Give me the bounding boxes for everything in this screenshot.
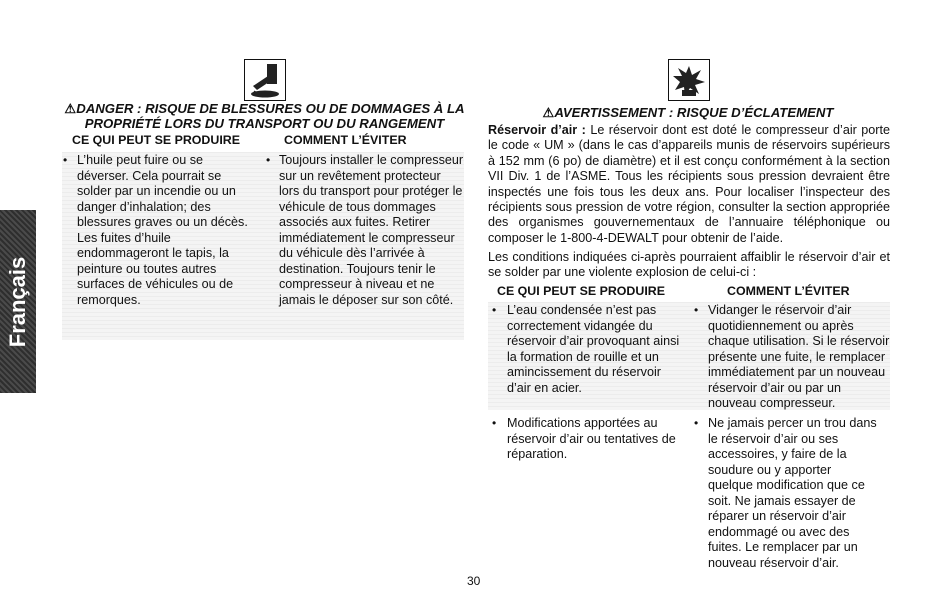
- conditions-paragraph: Les conditions indiquées ci-après pourraient affaiblir le réservoir d’air et se solder par une violente explosion de celui-ci :: [488, 250, 890, 280]
- language-tab: [0, 210, 36, 393]
- right-how-2-bullet-marker: •: [694, 416, 699, 430]
- left-col-what-heading: CE QUI PEUT SE PRODUIRE: [72, 133, 240, 147]
- page-number: 30: [467, 574, 481, 588]
- right-col-what-heading: CE QUI PEUT SE PRODUIRE: [497, 284, 665, 298]
- oil-spill-hazard-icon: [244, 59, 286, 101]
- right-how-1-bullet-marker: •: [694, 303, 699, 317]
- right-what-2-bullet-marker: •: [492, 416, 497, 430]
- left-how-bullet-marker: •: [266, 153, 271, 167]
- explosion-hazard-icon: [668, 59, 710, 101]
- tank-intro-label: Réservoir d’air :: [488, 123, 586, 137]
- left-heading-line1: DANGER : RISQUE DE BLESSURES OU DE DOMMAGES À LA: [76, 101, 465, 116]
- warning-triangle-icon: ⚠: [64, 101, 77, 116]
- right-what-1-bullet-marker: •: [492, 303, 497, 317]
- right-heading: [488, 105, 888, 120]
- left-what-bullet-marker: •: [63, 153, 68, 167]
- warning-triangle-icon: ⚠: [542, 105, 555, 120]
- right-what-2-text: Modifications apportées au réservoir d’air ou tentatives de réparation.: [507, 416, 676, 461]
- right-how-2-text: Ne jamais percer un trou dans le réservoir d’air ou ses accessoires, y faire de la soudure ou y apporter quelque modification que ce soit. Ne jamais essayer de réparer un réservoir d’air endommagé ou avec des fuites. Le remplacer par un nouveau réservoir d’air.: [708, 416, 877, 570]
- left-heading-line2: PROPRIÉTÉ LORS DU TRANSPORT OU DU RANGEMENT: [84, 116, 445, 131]
- right-heading-text: AVERTISSEMENT : RISQUE D’ÉCLATEMENT: [554, 105, 834, 120]
- left-what-text: L’huile peut fuire ou se déverser. Cela pourrait se solder par un incendie ou un danger d’inhalation; des blessures graves ou un décès. Les fuites d’huile endommageront le tapis, la peinture ou toutes autres surfaces de véhicules ou de remorques.: [77, 153, 248, 307]
- right-how-1-text: Vidanger le réservoir d’air quotidiennement ou après chaque utilisation. Si le réservoir présente une fuite, le remplacer immédiatement par un nouveau réservoir d’air ou par un nouveau compresseur.: [708, 303, 890, 410]
- left-how-text: Toujours installer le compresseur sur un revêtement protecteur lors du transport pour protéger le véhicule de tous dommages associés aux fuites. Retirer immédiatement le compresseur du véhicule dès l’arrivée à destination. Toujours tenir le compresseur à niveau et ne jamais le déposer sur son côté.: [279, 153, 464, 307]
- left-col-how-heading: COMMENT L’ÉVITER: [284, 133, 407, 147]
- right-col-how-heading: COMMENT L’ÉVITER: [727, 284, 850, 298]
- tank-intro-paragraph: [488, 123, 890, 246]
- tank-intro-text: Le réservoir dont est doté le compresseur d’air porte le code « UM » (dans le cas d’appareils munis de réservoirs supérieurs à 152 mm (6 po) de diamètre) et il est conçu conformément à la section VII Div. 1 de l’ASME. Tous les récipients sous pression devraient être inspectés une fois tous les deux ans. Pour localiser l’inspecteur des récipients sous pression de votre région, consulter la section appropriée des organismes gouvernementaux de l’annuaire téléphonique ou composer le 1-800-4-DEWALT pour obtenir de l’aide.: [488, 123, 890, 245]
- right-what-1-text: L’eau condensée n’est pas correctement vidangée du réservoir d’air provoquant ainsi la formation de rouille et un amincissement du réservoir d’air en acier.: [507, 303, 680, 395]
- language-tab-label: Français: [5, 256, 30, 347]
- left-heading: [62, 101, 467, 131]
